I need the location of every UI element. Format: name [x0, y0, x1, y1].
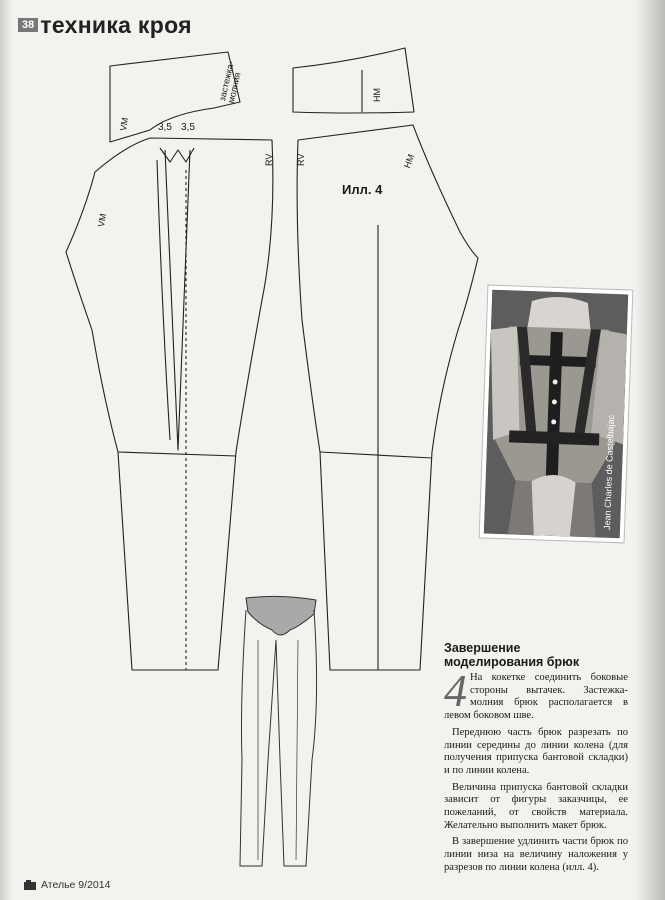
photo-credit: Jean Charles de Castelbajac — [601, 414, 617, 531]
front-knee-line — [118, 452, 236, 456]
article-text — [444, 641, 628, 879]
back-knee-line — [320, 452, 432, 458]
magazine-icon — [24, 880, 36, 890]
section-title: техника кроя — [40, 11, 192, 38]
back-label: HM — [402, 152, 417, 170]
page-footer — [24, 879, 110, 891]
issue-label: Ателье 9/2014 — [41, 879, 111, 891]
zipper-label: застежка-молния — [217, 60, 243, 105]
front-yoke-label: VM — [118, 116, 131, 132]
photo-image — [484, 290, 628, 539]
fashion-photo — [480, 286, 633, 543]
heading-line-1: Завершение — [444, 641, 521, 655]
paragraph-4: В завершение удлинить части брюк по линии низа на величину наложения у разрезов по линии колена (илл. 4). — [444, 836, 628, 873]
back-side-label: RV — [296, 153, 306, 166]
trousers-sketch — [240, 596, 317, 866]
front-label: VM — [96, 212, 109, 228]
sketch-yoke — [246, 596, 316, 635]
back-trouser-piece — [297, 125, 478, 670]
page-number: 38 — [18, 18, 38, 32]
paragraph-2: Переднюю часть брюк разрезать по линии середины до линии колена (для получения припуска бантовой складки) и по линии колена. — [444, 726, 628, 776]
back-yoke-piece — [293, 48, 414, 113]
dimension-label-left: 3,5 — [158, 122, 172, 133]
paragraph-1: На кокетке соединить боковые стороны вытачек. Застежка-молния брюк располагается в левом боковом шве. — [444, 672, 628, 722]
dimension-label-right: 3,5 — [181, 122, 195, 133]
back-yoke-label: HM — [372, 88, 382, 102]
article-heading — [444, 641, 628, 669]
step-number: 4 — [444, 665, 467, 716]
illustration-label: Илл. 4 — [342, 182, 383, 197]
front-fly-line — [157, 160, 170, 440]
front-side-label: RV — [264, 153, 274, 166]
heading-line-2: моделирования брюк — [444, 655, 580, 669]
paragraph-3: Величина припуска бантовой складки зависит от фигуры заказчицы, ее пожеланий, от свойств материала. Желательно выполнить макет брюк. — [444, 781, 628, 831]
